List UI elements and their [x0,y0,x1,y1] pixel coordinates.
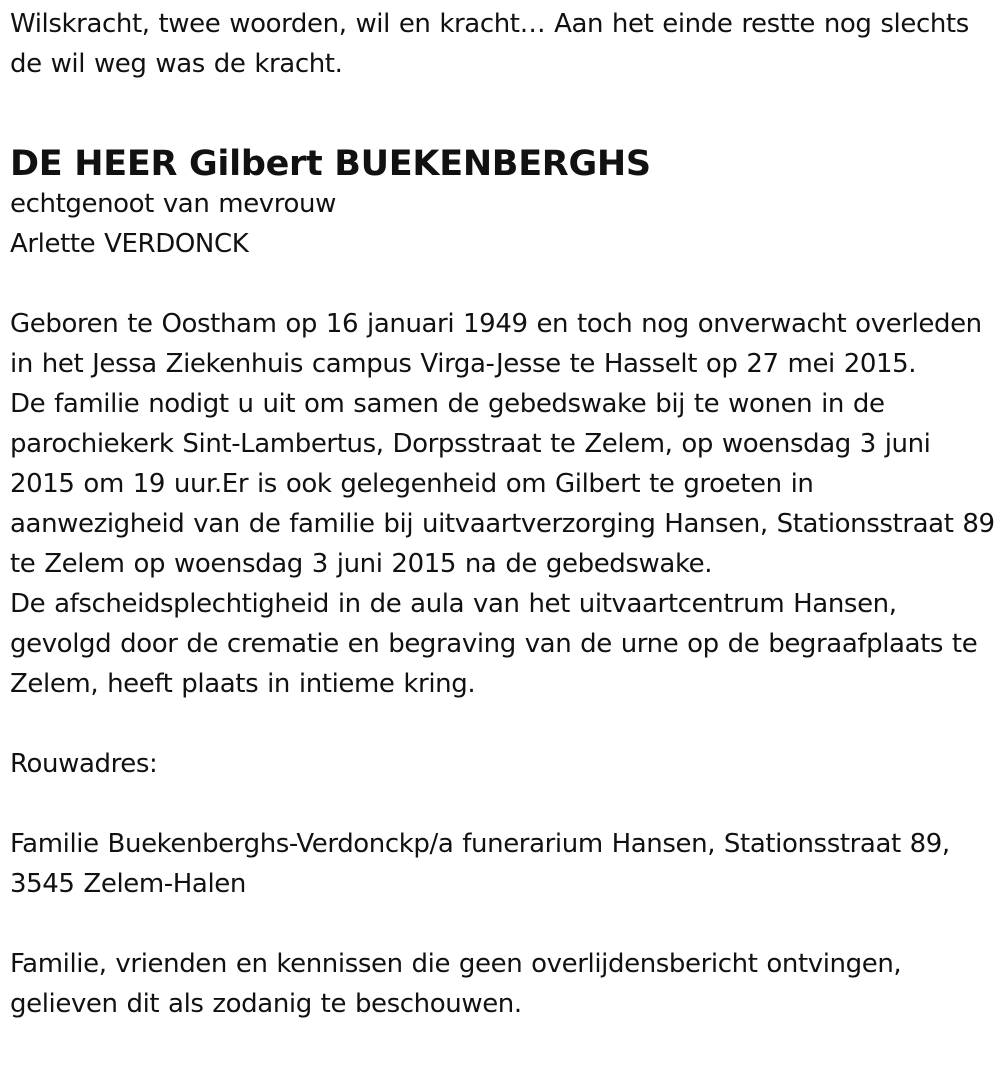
mourning-address-label: Rouwadres: [10,749,158,779]
announcement-birth-death: Geboren te Oostham op 16 januari 1949 en toch nog onverwacht overleden in het Jessa Ziekenhuis campus Virga-Jesse te Hasselt op 27 mei 2015. [10,309,982,379]
closing-note: Familie, vrienden en kennissen die geen overlijdensbericht ontvingen, gelieven dit als zodanig te beschouwen. [10,949,902,1019]
spacer [10,704,995,744]
spouse-name: Arlette VERDONCK [10,229,249,259]
mourning-address: Familie Buekenberghs-Verdonckp/a funerarium Hansen, Stationsstraat 89, 3545 Zelem-Halen [10,829,950,899]
spouse-relation: echtgenoot van mevrouw [10,189,336,219]
obituary-document [10,0,995,1024]
opening-quote: Wilskracht, twee woorden, wil en kracht… Aan het einde restte nog slechts de wil weg was de kracht. [10,9,969,79]
spacer [10,264,995,304]
announcement-ceremony: De afscheidsplechtigheid in de aula van het uitvaartcentrum Hansen, gevolgd door de crematie en begraving van de urne op de begraafplaats te Zelem, heeft plaats in intieme kring. [10,589,978,699]
spacer [10,904,995,944]
spouse-block [10,184,995,264]
announcement-wake: De familie nodigt u uit om samen de gebedswake bij te wonen in de parochiekerk Sint-Lambertus, Dorpsstraat te Zelem, op woensdag 3 juni 2015 om 19 uur.Er is ook gelegenheid om Gilbert te groeten in aanwezigheid van de familie bij uitvaartverzorging Hansen, Stationsstraat 89 te Zelem op woensdag 3 juni 2015 na de gebedswake. [10,389,995,579]
spacer [10,784,995,824]
deceased-name-heading: DE HEER Gilbert BUEKENBERGHS [10,144,651,184]
